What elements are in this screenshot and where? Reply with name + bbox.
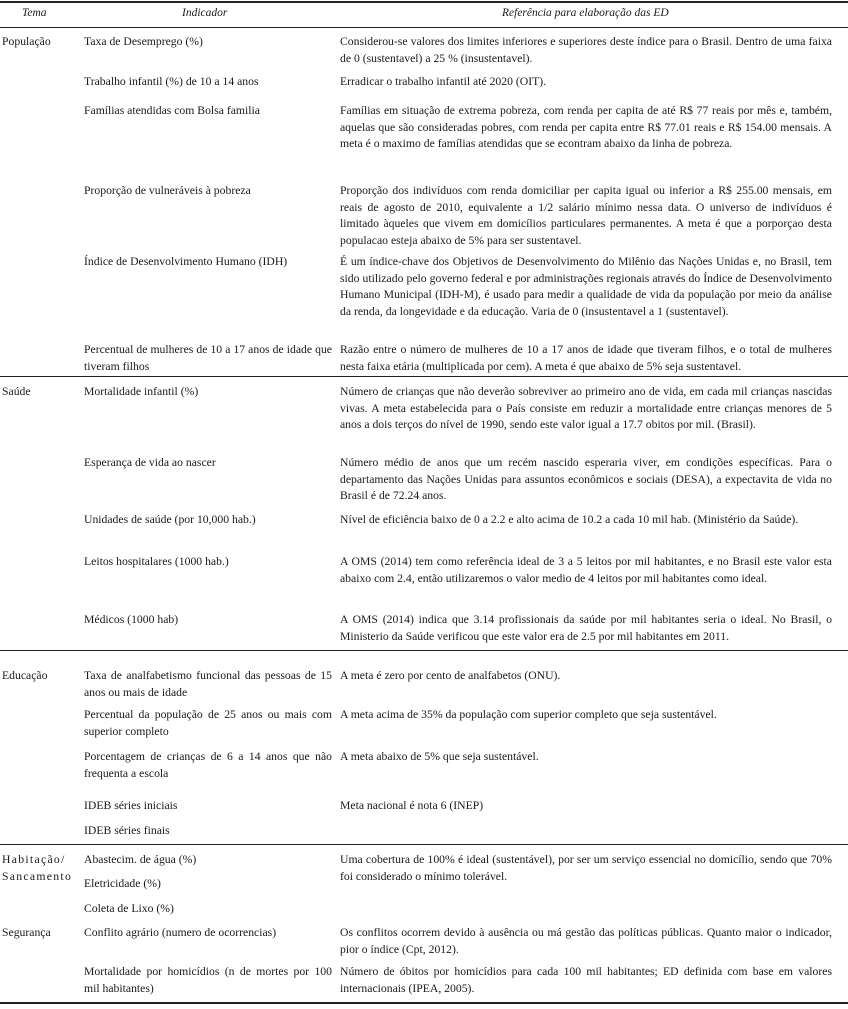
indicador-cell: Famílias atendidas com Bolsa familia <box>84 104 260 117</box>
indicador-cell: IDEB séries finais <box>84 824 170 837</box>
indicador-cell: Eletricidade (%) <box>84 877 161 890</box>
indicador-cell: Médicos (1000 hab) <box>84 613 179 626</box>
indicador-cell: Percentual da população de 25 anos ou mais com superior completo <box>84 708 332 738</box>
indicador-cell: Porcentagem de crianças de 6 a 14 anos que não frequenta a escola <box>84 750 332 780</box>
referencia-cell: Proporção dos indivíduos com renda domiciliar per capita igual ou inferior a R$ 255.00 mensais, em reais de agosto de 2010, equivalente a 1/2 salário mínimo nessa data. O universo de indivíduos é limitado àqueles que vivem em domicílios particulares permanentes. A meta é que a porporçao desta populacao esteja abaixo de 5% para ser sustentavel. <box>340 184 832 247</box>
indicador-cell: Conflito agrário (numero de ocorrencias) <box>84 926 277 939</box>
indicador-cell: Percentual de mulheres de 10 a 17 anos de idade que tiveram filhos <box>84 343 332 373</box>
indicador-cell: IDEB séries iniciais <box>84 799 178 812</box>
referencia-cell: Os conflitos ocorrem devido à ausência ou má gestão das políticas públicas. Quanto maior o indicador, pior o índice (Cpt, 2012). <box>340 926 832 956</box>
referencia-cell: Razão entre o número de mulheres de 10 a 17 anos de idade que tiveram filhos, e o total de mulheres nesta faixa etária (multiplicada por cem). A meta é que abaixo de 5% seja sustentavel. <box>340 343 832 373</box>
tema-label: Saúde <box>2 385 31 398</box>
indicador-cell: Índice de Desenvolvimento Humano (IDH) <box>84 255 288 268</box>
indicador-cell: Mortalidade por homicídios (n de mortes por 100 mil habitantes) <box>84 965 332 995</box>
group-rule <box>0 376 848 377</box>
header-rule <box>0 27 848 28</box>
indicador-cell: Abastecim. de água (%) <box>84 853 197 866</box>
referencia-cell: Erradicar o trabalho infantil até 2020 (OIT). <box>340 75 547 88</box>
indicador-cell: Coleta de Lixo (%) <box>84 902 174 915</box>
referencia-cell: É um índice-chave dos Objetivos de Desenvolvimento do Milênio das Nações Unidas e, no Brasil, tem sido utilizado pelo governo federal e por administrações regionais através do Índice de Desenvolvimento Humano Municipal (IDH-M), é usado para medir a qualidade de vida da população por meio da análise da renda, da longevidade e da educação. Varia de 0 (insustentavel a 1 (sustentavel). <box>340 255 832 318</box>
referencia-cell: Uma cobertura de 100% é ideal (sustentável), por ser um serviço essencial no domicílio, sendo que 70% foi considerado o mínimo tolerável. <box>340 853 832 883</box>
group-rule <box>0 844 848 845</box>
table-top-rule <box>0 1 848 3</box>
referencia-cell: A OMS (2014) indica que 3.14 profissionais da saúde por mil habitantes seria o ideal. No Brasil, o Ministerio da Saúde verificou que este valor era de 2.5 por mil habitantes em 2011. <box>340 613 832 643</box>
referencia-cell: A meta acima de 35% da população com superior completo que seja sustentável. <box>340 708 717 721</box>
group-rule <box>0 650 848 651</box>
tema-label: População <box>2 35 51 48</box>
header-indicador: Indicador <box>182 7 228 19</box>
indicador-cell: Taxa de analfabetismo funcional das pessoas de 15 anos ou mais de idade <box>84 669 332 699</box>
referencia-cell: Nível de eficiência baixo de 0 a 2.2 e alto acima de 10.2 a cada 10 mil hab. (Ministério da Saúde). <box>340 513 799 526</box>
referencia-cell: Número médio de anos que um recém nascido esperaria viver, em condições específicas. Para o departamento das Nações Unidas para assuntos econômicos e sociais (DESA), a expectavita de vida no Brasil é de 72.24 anos. <box>340 456 832 503</box>
header-referencia: Referência para elaboração das ED <box>502 7 669 19</box>
indicador-cell: Trabalho infantil (%) de 10 a 14 anos <box>84 75 259 88</box>
group-rule <box>0 1002 848 1004</box>
referencia-cell: Número de crianças que não deverão sobreviver ao primeiro ano de vida, em cada mil crianças nascidas vivas. A meta estabelecida para o País consiste em reduzir a mortalidade entre crianças menores de 5 anos a dois terços do nível de 1990, sendo este valor igual a 17.7 obitos por mil. (Brasil). <box>340 385 832 432</box>
referencia-cell: Meta nacional é nota 6 (INEP) <box>340 799 484 812</box>
referencia-cell: Número de óbitos por homicídios para cada 100 mil habitantes; ED definida com base em valores internacionais (IPEA, 2005). <box>340 965 832 995</box>
indicador-cell: Proporção de vulneráveis à pobreza <box>84 184 251 197</box>
tema-label: Habitação/ Sancamento <box>2 853 73 883</box>
tema-label: Educação <box>2 669 48 682</box>
indicador-cell: Taxa de Desemprego (%) <box>84 35 203 48</box>
referencia-cell: Considerou-se valores dos limites inferiores e superiores deste índice para o Brasil. Dentro de uma faixa de 0 (sustentavel) a 25 % (insustentavel). <box>340 35 832 65</box>
tema-label: Segurança <box>2 926 51 939</box>
indicador-cell: Esperança de vida ao nascer <box>84 456 216 469</box>
indicador-cell: Unidades de saúde (por 10,000 hab.) <box>84 513 256 526</box>
indicador-cell: Leitos hospitalares (1000 hab.) <box>84 555 229 568</box>
header-tema: Tema <box>22 7 47 19</box>
referencia-cell: Famílias em situação de extrema pobreza, com renda per capita de até R$ 77 reais por mês e, também, aquelas que são consideradas pobres, com renda per capita entre R$ 77.01 reais e R$ 154.00 mensais. A meta é o maximo de famílias atendidas que se econtram abaixo da linha de pobreza. <box>340 104 832 151</box>
referencia-cell: A meta é zero por cento de analfabetos (ONU). <box>340 669 561 682</box>
indicador-cell: Mortalidade infantil (%) <box>84 385 199 398</box>
referencia-cell: A OMS (2014) tem como referência ideal de 3 a 5 leitos por mil habitantes, e no Brasil este valor esta abaixo com 2.4, então utilizaremos o valor medio de 4 leitos por mil habitantes como ideal. <box>340 555 832 585</box>
referencia-cell: A meta abaixo de 5% que seja sustentável. <box>340 750 539 763</box>
